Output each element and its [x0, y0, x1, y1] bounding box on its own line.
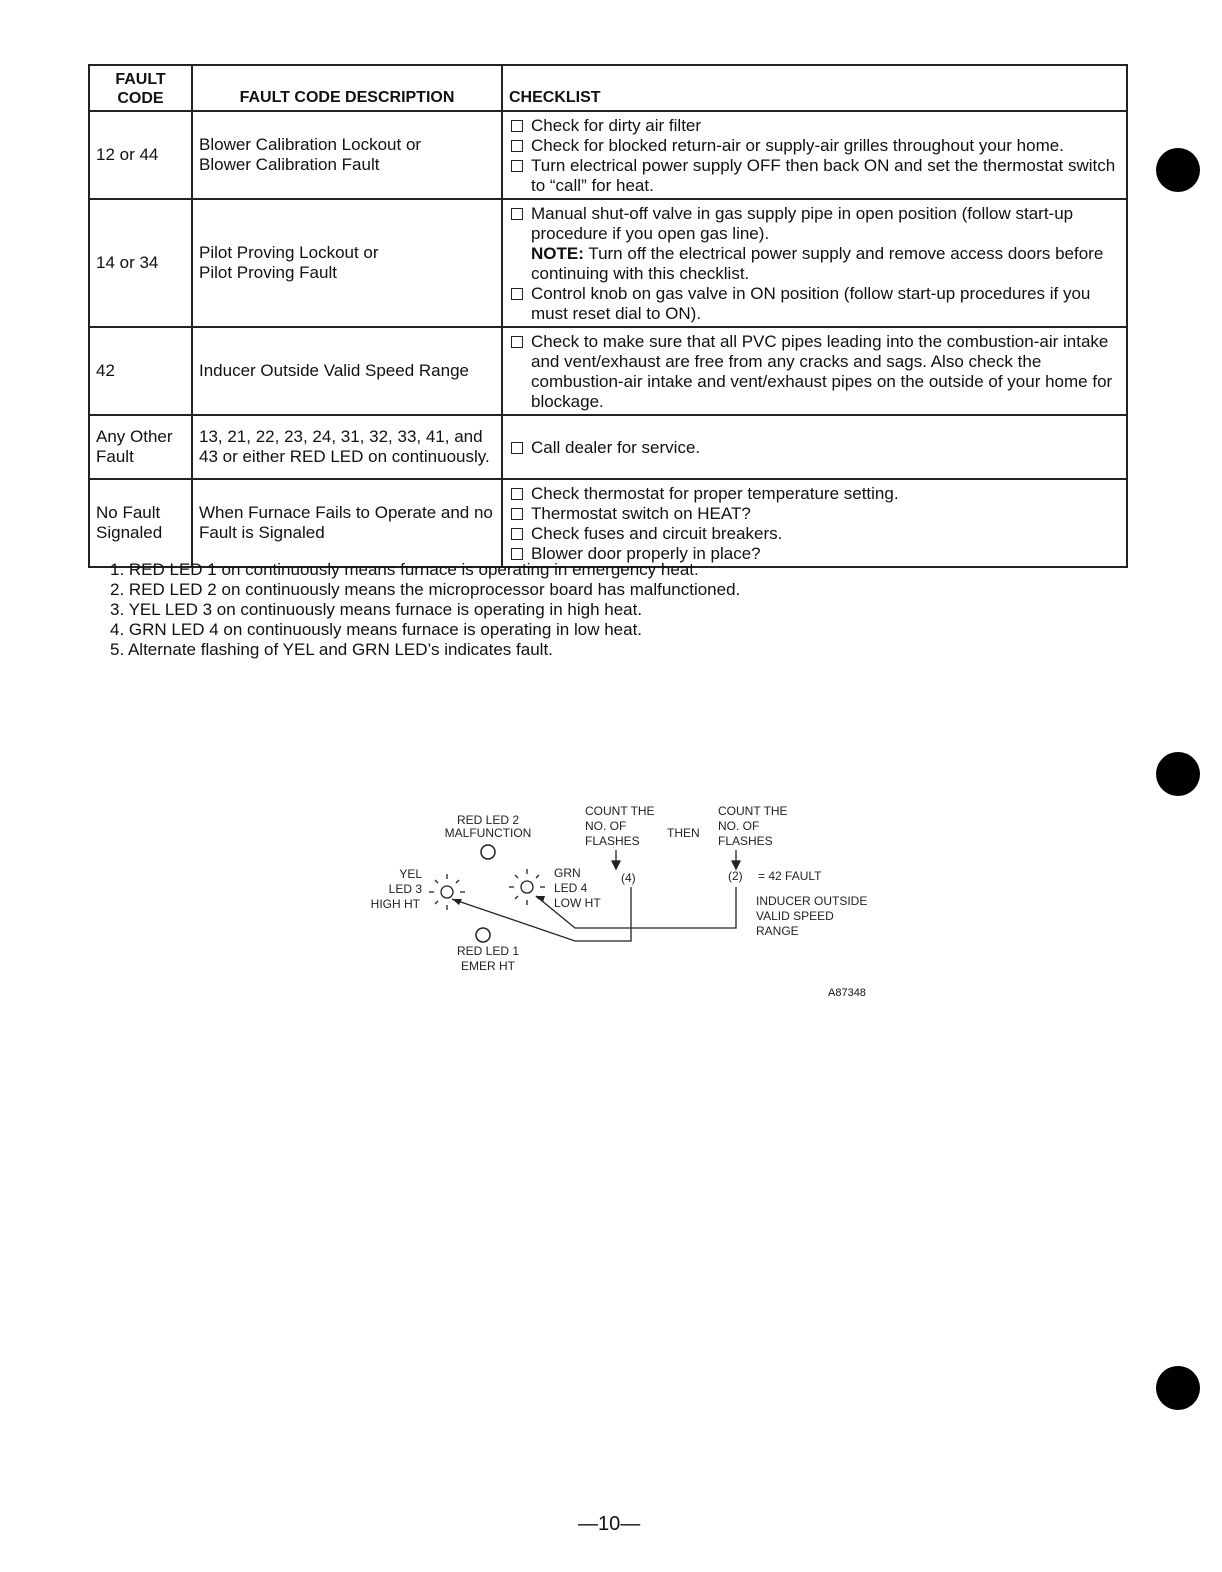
table-header-row — [89, 65, 1127, 111]
checklist-cell — [502, 111, 1127, 199]
first-flash-count: (4) — [621, 871, 636, 885]
then-label: THEN — [667, 826, 700, 840]
binder-hole-top — [1156, 148, 1200, 192]
checkbox-icon — [511, 288, 523, 300]
second-flash-count: (2) — [728, 869, 743, 883]
fault-meaning: RANGE — [756, 924, 799, 938]
description-line: Pilot Proving Lockout or — [199, 243, 379, 262]
description-line: 13, 21, 22, 23, 24, 31, 32, 33, 41, and 43 or either RED LED on continuously. — [199, 427, 490, 466]
fault-code: 14 or 34 — [89, 199, 192, 327]
description-line: Blower Calibration Fault — [199, 155, 380, 174]
yel-led-3-label: LED 3 — [388, 882, 422, 896]
fault-meaning: INDUCER OUTSIDE — [756, 894, 868, 908]
checkbox-icon — [511, 528, 523, 540]
checklist-cell — [502, 327, 1127, 415]
checklist-cell — [502, 199, 1127, 327]
fault-description — [192, 111, 502, 199]
checkbox-icon — [511, 508, 523, 520]
red-led-2-label: RED LED 2 — [456, 813, 520, 827]
description-line: Pilot Proving Fault — [199, 263, 337, 282]
checklist-item: Control knob on gas valve in ON position (follow start-up procedures if you must reset dial to ON). — [509, 284, 1120, 324]
note-item: 1. RED LED 1 on continuously means furnace is operating in emergency heat. — [110, 560, 699, 579]
checklist-item: Check thermostat for proper temperature setting. — [509, 484, 1120, 504]
fault-code-table — [88, 64, 1128, 568]
checkbox-icon — [511, 336, 523, 348]
fault-code-header: FAULT CODE — [89, 65, 192, 111]
description-line: Blower Calibration Lockout or — [199, 135, 422, 154]
count-second-label: COUNT THE — [718, 804, 788, 818]
binder-hole-middle — [1156, 752, 1200, 796]
table-row — [89, 111, 1127, 199]
checklist-header: CHECKLIST — [502, 65, 1127, 111]
fault-meaning: VALID SPEED — [756, 909, 834, 923]
checkbox-icon — [511, 442, 523, 454]
description-line: When Furnace Fails to Operate and no Fault is Signaled — [199, 503, 493, 542]
note-label: NOTE: — [531, 244, 584, 263]
table-row — [89, 327, 1127, 415]
checkbox-icon — [511, 160, 523, 172]
checklist-item: Blower door properly in place? — [509, 544, 1120, 564]
note-item: 2. RED LED 2 on continuously means the microprocessor board has malfunctioned. — [110, 580, 741, 599]
fault-code: 42 — [89, 327, 192, 415]
red-led-1-icon — [476, 928, 490, 942]
checklist-item: Check for blocked return-air or supply-air grilles throughout your home. — [509, 136, 1120, 156]
led-fault-diagram — [340, 795, 940, 1015]
checklist-item: Thermostat switch on HEAT? — [509, 504, 1120, 524]
yel-led-3-label: HIGH HT — [370, 897, 420, 911]
table-row — [89, 199, 1127, 327]
checklist-item: Check for dirty air filter — [509, 116, 1120, 136]
note-text: Turn off the electrical power supply and remove access doors before continuing with this checklist. — [531, 244, 1104, 283]
fault-code: Any Other Fault — [89, 415, 192, 479]
checkbox-icon — [511, 548, 523, 560]
checklist-item: Manual shut-off valve in gas supply pipe in open position (follow start-up procedure if you open gas line). — [509, 204, 1120, 244]
checklist-item: Check fuses and circuit breakers. — [509, 524, 1120, 544]
fault-code: 12 or 44 — [89, 111, 192, 199]
description-header: FAULT CODE DESCRIPTION — [192, 65, 502, 111]
checkbox-icon — [511, 208, 523, 220]
binder-hole-bottom — [1156, 1366, 1200, 1410]
page-number: —10— — [578, 1513, 641, 1535]
red-led-1-label: EMER HT — [461, 959, 515, 973]
note-item: 3. YEL LED 3 on continuously means furnace is operating in high heat. — [110, 600, 643, 619]
count-second-label: NO. OF — [718, 819, 760, 833]
checklist-cell — [502, 479, 1127, 567]
table-row — [89, 479, 1127, 567]
description-line: Inducer Outside Valid Speed Range — [199, 361, 469, 380]
fault-description — [192, 415, 502, 479]
count-second-label: FLASHES — [718, 834, 773, 848]
checkbox-icon — [511, 488, 523, 500]
yel-led-3-flashing-icon — [429, 874, 465, 910]
count-first-label: NO. OF — [585, 819, 627, 833]
fault-description — [192, 199, 502, 327]
note-item: 5. Alternate flashing of YEL and GRN LED’s indicates fault. — [110, 640, 553, 659]
checklist-item: Call dealer for service. — [509, 438, 1120, 458]
checklist-item: Turn electrical power supply OFF then back ON and set the thermostat switch to “call” for heat. — [509, 156, 1120, 196]
red-led-1-label: RED LED 1 — [456, 944, 520, 958]
red-led-2-label: MALFUNCTION — [444, 826, 532, 840]
grn-led-4-label: GRN — [554, 866, 581, 880]
yel-led-3-label: YEL — [399, 867, 422, 881]
led-notes-list — [110, 560, 740, 660]
count-first-label: COUNT THE — [585, 804, 655, 818]
checkbox-icon — [511, 120, 523, 132]
down-arrow-icon — [612, 850, 620, 869]
figure-id: A87348 — [828, 987, 866, 999]
checklist-cell — [502, 415, 1127, 479]
fault-description — [192, 479, 502, 567]
grn-led-4-label: LED 4 — [554, 881, 588, 895]
checklist-item: Check to make sure that all PVC pipes leading into the combustion-air intake and vent/exhaust are free from any cracks and sags. Also check the combustion-air intake and vent/exhaust pipes on the outside of your home for blockage. — [509, 332, 1120, 412]
fault-description — [192, 327, 502, 415]
grn-led-4-label: LOW HT — [554, 896, 601, 910]
count-first-label: FLASHES — [585, 834, 640, 848]
fault-result: = 42 FAULT — [758, 869, 822, 883]
note-item: 4. GRN LED 4 on continuously means furnace is operating in low heat. — [110, 620, 643, 639]
fault-code: No Fault Signaled — [89, 479, 192, 567]
checkbox-icon — [511, 140, 523, 152]
checklist-note — [509, 244, 1120, 284]
down-arrow-icon — [732, 850, 740, 869]
red-led-2-icon — [481, 845, 495, 859]
table-row — [89, 415, 1127, 479]
